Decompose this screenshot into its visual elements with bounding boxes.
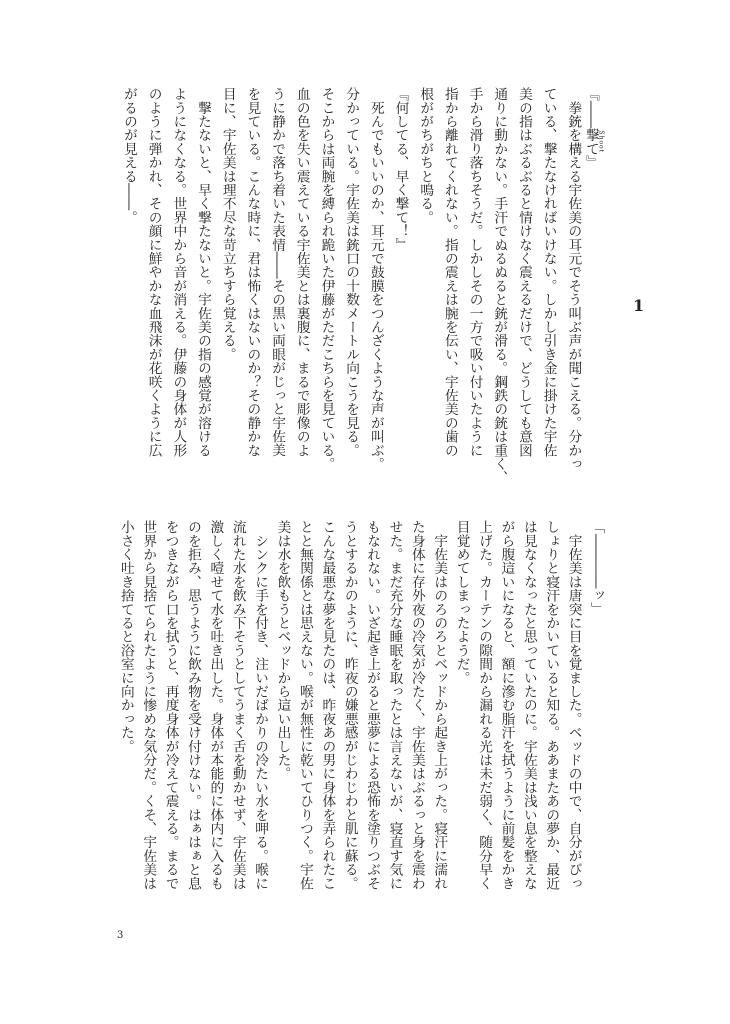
text-column: 血の色を失い震えている宇佐美とは裏腹に、まるで彫像のよ [293,87,310,457]
text-column: 宇佐美は唐突に目を覚ました。ベッドの中で、自分がびっ [565,520,582,890]
text-column: うに静かで落ち着いた表情――その黒い両眼がじっと宇佐美 [269,87,286,457]
text-column: 美は水を飲もうとベッドから這い出した。 [274,520,291,781]
text-column: 小さく吐き捨てると浴室に向かった。 [117,520,134,753]
text-column: のを拒み、思うように飲み物を受け付けない。はぁはぁと息 [184,520,201,890]
text-column: 激しく噎せて水を吐き出した。身体が本能的に体内に入るも [207,520,224,890]
text-column: シンクに手を付き、注いだばかりの冷たい水を呷る。喉に [252,520,269,890]
text-column: 指から離れてくれない。指の震えは腕を伝い、宇佐美の歯の [441,87,458,457]
text-column: 撃たないと、早く撃たないと。宇佐美の指の感覚が溶ける [195,87,211,457]
text-column: 手から滑り落ちそうだ。しかしその一方で吸い付いたように [466,87,483,457]
text-column: こんな最悪な夢を見たのは、昨夜あの男に身体を弄られたこ [319,520,336,890]
text-column: 上げた。カーテンの隙間から漏れる光は未だ弱く、随分早く [476,520,493,890]
text-column: 美の指はぶるぶると情けなく震えるだけで、どうしても意図 [515,87,532,457]
text-column: がら腹這いになると、額に滲む脂汗を拭うように前髪をかき [498,520,515,890]
text-column: 通りに動かない。手汗でぬるぬると銃が滑る。鋼鉄の銃は重く、 [491,87,508,485]
text-column: 宇佐美はのろのろとベッドから起き上がった。寝汗に濡れ [431,520,448,890]
text-column: がるのが見える――。 [120,87,137,224]
text-column [579,87,604,477]
text-column: 分かっている。宇佐美は銃口の十数メートル向こうを見る。 [343,87,360,457]
text-block-bottom [109,520,602,910]
text-column: うとするかのように、昨夜の嫌悪感がじわじわと肌に蘇る。 [341,520,358,890]
text-column: 目覚めてしまったようだ。 [453,520,470,685]
text-column: 世界から見捨てられたように惨めな気分だ。くそ、宇佐美は [140,520,157,890]
text-block-top [110,87,605,485]
ruby-text: Shoot [597,128,605,156]
text-column: ている、撃たなければいけない。しかし引き金に掛けた宇佐 [540,87,557,457]
text-column: ようになくなる。世界中から音が消える。伊藤の身体が人形 [170,87,187,457]
text-column: は見なくなったと思っていたのに。宇佐美は浅い息を整えな [520,520,537,890]
text-column: とと無関係とは思えない。喉が無性に乾いてひりつく。宇佐 [296,520,313,890]
text-column: せた。まだ充分な睡眠を取ったとは言えないが、寝直す気に [386,520,403,890]
text-column: 『何してる、早く撃て！』 [392,87,409,252]
text-column: のように弾かれ、その顔に鮮やかな血飛沫が花咲くように広 [145,87,162,457]
ruby-base: 撃て [583,128,599,156]
text-column: しょりと寝汗をかいていると知る。ああまたあの夢か、最近 [543,520,560,890]
page-number: 3 [117,930,124,941]
text-column: もなれない。いざ起き上がると悪夢による恐怖を塗りつぶそ [364,520,381,890]
text-column: 根ががちがちと鳴る。 [417,87,434,224]
text-column: そこからは両腕を縛られ跪いた伊藤がただこちらを見ている。 [318,87,335,471]
text-column: 死んでもいいのか、耳元で鼓膜をつんざくような声が叫ぶ。 [367,87,384,471]
text-column: をつきながら口を拭うと、再度身体が冷えて震える。まるで [162,520,179,890]
bracket-close: 』 [583,155,599,170]
text-column: 目に、宇佐美は理不尽な苛立ちすら覚える。 [219,87,236,361]
text-column: た身体に存外夜の冷気が冷たく、宇佐美はぶるっと身を震わ [408,520,425,890]
text-column: を見ている。こんな時に、君は怖くはないのか？その静かな [244,87,261,457]
chapter-number: 1 [633,296,645,315]
bracket-open: 『―― [583,87,599,129]
text-column: 流れた水を飲み下そうとしてうまく舌を動かせず、宇佐美は [229,520,246,890]
ruby-shoot [583,128,605,156]
text-column: 「――――ッ」 [588,520,604,616]
text-column: 拳銃を構える宇佐美の耳元でそう叫ぶ声が聞こえる。分かっ [565,87,582,471]
